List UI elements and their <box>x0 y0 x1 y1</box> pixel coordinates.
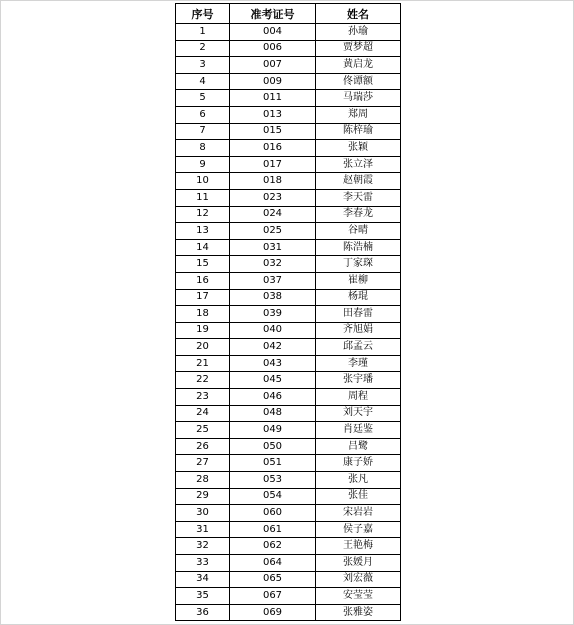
cell-exam-number: 061 <box>230 521 316 538</box>
cell-exam-number: 039 <box>230 306 316 323</box>
table-row <box>176 40 401 57</box>
cell-index: 19 <box>176 322 230 339</box>
cell-index: 17 <box>176 289 230 306</box>
cell-name: 黄启龙 <box>316 57 401 74</box>
cell-index: 35 <box>176 588 230 605</box>
cell-name: 丁家琛 <box>316 256 401 273</box>
cell-index: 23 <box>176 389 230 406</box>
table-row <box>176 289 401 306</box>
cell-name: 张宇璠 <box>316 372 401 389</box>
cell-index: 7 <box>176 123 230 140</box>
table-row <box>176 239 401 256</box>
cell-name: 张颖 <box>316 140 401 157</box>
cell-exam-number: 016 <box>230 140 316 157</box>
cell-name: 邱孟云 <box>316 339 401 356</box>
header-index: 序号 <box>176 4 230 24</box>
cell-index: 6 <box>176 106 230 123</box>
table-row <box>176 372 401 389</box>
cell-index: 34 <box>176 571 230 588</box>
cell-name: 安莹莹 <box>316 588 401 605</box>
cell-name: 王艳梅 <box>316 538 401 555</box>
cell-exam-number: 049 <box>230 422 316 439</box>
cell-index: 5 <box>176 90 230 107</box>
cell-name: 佟谭额 <box>316 73 401 90</box>
cell-exam-number: 051 <box>230 455 316 472</box>
cell-name: 郑周 <box>316 106 401 123</box>
cell-index: 26 <box>176 438 230 455</box>
cell-exam-number: 006 <box>230 40 316 57</box>
table-row <box>176 472 401 489</box>
table-row <box>176 106 401 123</box>
table-row <box>176 505 401 522</box>
table-row <box>176 123 401 140</box>
cell-index: 20 <box>176 339 230 356</box>
cell-index: 13 <box>176 223 230 240</box>
cell-exam-number: 009 <box>230 73 316 90</box>
table-row <box>176 189 401 206</box>
table-row <box>176 455 401 472</box>
cell-name: 李天雷 <box>316 189 401 206</box>
cell-exam-number: 031 <box>230 239 316 256</box>
cell-index: 27 <box>176 455 230 472</box>
table-row <box>176 173 401 190</box>
cell-index: 11 <box>176 189 230 206</box>
cell-index: 24 <box>176 405 230 422</box>
cell-index: 33 <box>176 555 230 572</box>
cell-exam-number: 040 <box>230 322 316 339</box>
cell-exam-number: 015 <box>230 123 316 140</box>
cell-exam-number: 025 <box>230 223 316 240</box>
cell-name: 齐旭娟 <box>316 322 401 339</box>
cell-exam-number: 038 <box>230 289 316 306</box>
candidate-table <box>175 3 401 621</box>
cell-name: 贾梦超 <box>316 40 401 57</box>
cell-index: 22 <box>176 372 230 389</box>
cell-index: 3 <box>176 57 230 74</box>
cell-name: 崔柳 <box>316 272 401 289</box>
cell-name: 孙瑜 <box>316 24 401 41</box>
table-row <box>176 156 401 173</box>
cell-index: 9 <box>176 156 230 173</box>
cell-exam-number: 065 <box>230 571 316 588</box>
cell-index: 4 <box>176 73 230 90</box>
cell-name: 康子娇 <box>316 455 401 472</box>
table-row <box>176 571 401 588</box>
cell-exam-number: 007 <box>230 57 316 74</box>
table-row <box>176 588 401 605</box>
cell-index: 30 <box>176 505 230 522</box>
cell-exam-number: 064 <box>230 555 316 572</box>
cell-index: 14 <box>176 239 230 256</box>
table-row <box>176 73 401 90</box>
cell-name: 马瑞莎 <box>316 90 401 107</box>
cell-index: 32 <box>176 538 230 555</box>
cell-index: 29 <box>176 488 230 505</box>
cell-name: 陈梓瑜 <box>316 123 401 140</box>
table-row <box>176 488 401 505</box>
cell-index: 28 <box>176 472 230 489</box>
cell-index: 1 <box>176 24 230 41</box>
cell-name: 张佳 <box>316 488 401 505</box>
cell-exam-number: 042 <box>230 339 316 356</box>
cell-exam-number: 004 <box>230 24 316 41</box>
table-row <box>176 339 401 356</box>
cell-name: 李瑾 <box>316 355 401 372</box>
table-row <box>176 389 401 406</box>
cell-exam-number: 043 <box>230 355 316 372</box>
cell-exam-number: 067 <box>230 588 316 605</box>
table-row <box>176 306 401 323</box>
cell-exam-number: 011 <box>230 90 316 107</box>
table-row <box>176 555 401 572</box>
cell-exam-number: 060 <box>230 505 316 522</box>
table-row <box>176 223 401 240</box>
table-row <box>176 322 401 339</box>
cell-name: 吕鹭 <box>316 438 401 455</box>
table-row <box>176 538 401 555</box>
cell-name: 周程 <box>316 389 401 406</box>
cell-exam-number: 048 <box>230 405 316 422</box>
cell-name: 侯子嘉 <box>316 521 401 538</box>
table-row <box>176 90 401 107</box>
cell-exam-number: 032 <box>230 256 316 273</box>
cell-index: 18 <box>176 306 230 323</box>
cell-name: 刘宏薇 <box>316 571 401 588</box>
cell-exam-number: 018 <box>230 173 316 190</box>
cell-name: 肖廷鉴 <box>316 422 401 439</box>
cell-index: 25 <box>176 422 230 439</box>
cell-exam-number: 023 <box>230 189 316 206</box>
cell-name: 田春雷 <box>316 306 401 323</box>
cell-exam-number: 050 <box>230 438 316 455</box>
cell-name: 陈浩楠 <box>316 239 401 256</box>
cell-index: 2 <box>176 40 230 57</box>
cell-name: 谷晴 <box>316 223 401 240</box>
header-name: 姓名 <box>316 4 401 24</box>
cell-index: 21 <box>176 355 230 372</box>
table-row <box>176 604 401 621</box>
cell-exam-number: 053 <box>230 472 316 489</box>
table-row <box>176 438 401 455</box>
cell-exam-number: 045 <box>230 372 316 389</box>
cell-index: 10 <box>176 173 230 190</box>
cell-name: 赵朝霞 <box>316 173 401 190</box>
cell-name: 刘天宇 <box>316 405 401 422</box>
table-row <box>176 140 401 157</box>
table-row <box>176 24 401 41</box>
cell-name: 张雅姿 <box>316 604 401 621</box>
cell-index: 16 <box>176 272 230 289</box>
cell-name: 张凡 <box>316 472 401 489</box>
cell-index: 15 <box>176 256 230 273</box>
cell-index: 31 <box>176 521 230 538</box>
cell-exam-number: 054 <box>230 488 316 505</box>
cell-name: 张立泽 <box>316 156 401 173</box>
cell-exam-number: 024 <box>230 206 316 223</box>
cell-exam-number: 069 <box>230 604 316 621</box>
table-row <box>176 57 401 74</box>
cell-exam-number: 037 <box>230 272 316 289</box>
cell-exam-number: 017 <box>230 156 316 173</box>
cell-name: 宋岩岩 <box>316 505 401 522</box>
cell-exam-number: 046 <box>230 389 316 406</box>
cell-index: 12 <box>176 206 230 223</box>
cell-name: 李春龙 <box>316 206 401 223</box>
table-row <box>176 355 401 372</box>
cell-index: 36 <box>176 604 230 621</box>
cell-exam-number: 013 <box>230 106 316 123</box>
cell-name: 张媛月 <box>316 555 401 572</box>
table-row <box>176 272 401 289</box>
header-exam-number: 准考证号 <box>230 4 316 24</box>
table-row <box>176 206 401 223</box>
table-row <box>176 405 401 422</box>
table-header-row <box>176 4 401 24</box>
table-row <box>176 422 401 439</box>
table-row <box>176 521 401 538</box>
cell-exam-number: 062 <box>230 538 316 555</box>
table-row <box>176 256 401 273</box>
table-body <box>176 24 401 621</box>
cell-index: 8 <box>176 140 230 157</box>
cell-name: 杨琨 <box>316 289 401 306</box>
